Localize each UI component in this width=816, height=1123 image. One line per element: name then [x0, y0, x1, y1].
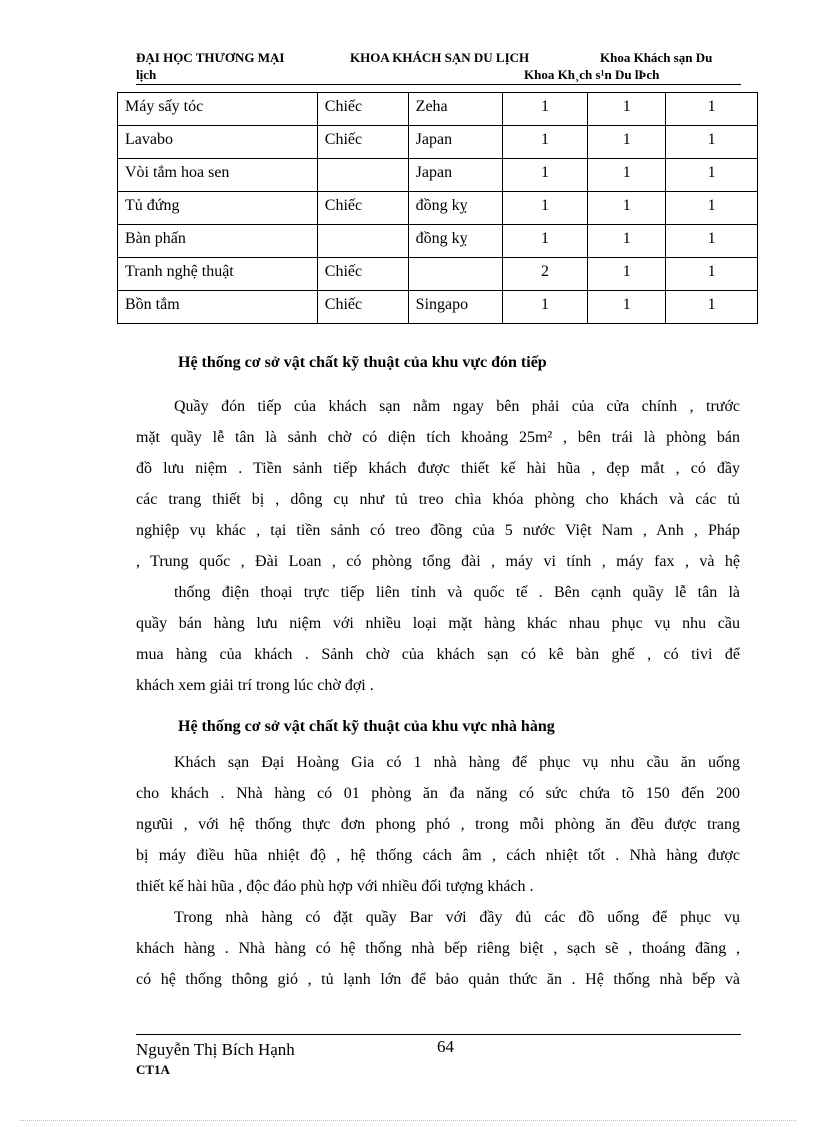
header-faculty-right: Khoa Khách sạn Du [600, 50, 713, 65]
paragraph-line: mặt quầy lễ tân là sảnh chờ có diện tích khoảng 25m² , bên trái là phòng bán [136, 429, 740, 446]
table-row [118, 159, 758, 192]
paragraph-line: quầy bán hàng lưu niệm với nhiều loại mặt hàng khác nhau phục vụ nhu cầu [136, 615, 740, 632]
paragraph-line: cho khách . Nhà hàng có 01 phòng ăn đa năng có sức chứa tõ 150 đến 200 [136, 785, 740, 802]
table-cell: Chiếc [317, 258, 408, 291]
table-row [118, 291, 758, 324]
table-cell: Máy sấy tóc [118, 93, 318, 126]
paragraph-line: các trang thiết bị , dông cụ như tủ treo chìa khóa phòng cho khách và các tủ [136, 491, 740, 508]
paragraph-line: khách hàng . Nhà hàng có hệ thống nhà bếp riêng biệt , sạch sẽ , thoáng đãng , [136, 940, 740, 957]
table-cell [317, 159, 408, 192]
table-cell [408, 258, 502, 291]
table-cell: Lavabo [118, 126, 318, 159]
paragraph-line: Khách sạn Đại Hoàng Gia có 1 nhà hàng để phục vụ nhu cầu ăn uống [174, 754, 740, 771]
table-cell: 1 [666, 291, 758, 324]
table-cell: Chiếc [317, 192, 408, 225]
footer-divider [136, 1034, 741, 1035]
paragraph-line: có hệ thống thông gió , tủ lạnh lớn để bảo quản thức ăn . Hệ thống nhà bếp và [136, 971, 740, 988]
table-row [118, 225, 758, 258]
paragraph-line: Trong nhà hàng có đặt quầy Bar với đầy đủ các đồ uống để phục vụ [174, 909, 740, 926]
table-cell: 1 [588, 192, 666, 225]
table-cell: Zeha [408, 93, 502, 126]
equipment-table [117, 92, 758, 324]
header-divider [136, 84, 741, 85]
page-number: 64 [437, 1037, 454, 1056]
table-cell: Vòi tắm hoa sen [118, 159, 318, 192]
equipment-table-body [118, 93, 758, 324]
table-cell: 1 [502, 291, 588, 324]
header-line2-right: Khoa Kh¸ch s¹n Du lÞch [524, 67, 660, 82]
paragraph-line: thiết kế hài hũa , độc đáo phù hợp với nhiều đối tượng khách . [136, 878, 534, 895]
table-cell: 1 [666, 126, 758, 159]
table-cell: 1 [588, 225, 666, 258]
page-edge-dotted-line [20, 1120, 796, 1121]
header-faculty: KHOA KHÁCH SẠN DU LỊCH [350, 50, 530, 65]
header-university: ĐẠI HỌC THƯƠNG MẠI [136, 50, 285, 65]
table-cell: 1 [502, 192, 588, 225]
table-cell: Bàn phấn [118, 225, 318, 258]
table-cell: đồng kỵ [408, 225, 502, 258]
table-cell: 1 [588, 126, 666, 159]
table-cell: 1 [502, 225, 588, 258]
paragraph-line: khách xem giải trí trong lúc chờ đợi . [136, 677, 374, 694]
section-heading-reception: Hệ thống cơ sở vật chất kỹ thuật của khu vực đón tiếp [178, 354, 547, 371]
reception-paragraph [136, 391, 740, 701]
footer-author: Nguyễn Thị Bích Hạnh [136, 1040, 295, 1059]
table-cell: 1 [588, 159, 666, 192]
paragraph-line: thống điện thoại trực tiếp liên tỉnh và quốc tế . Bên cạnh quầy lễ tân là [174, 584, 740, 601]
table-row [118, 126, 758, 159]
table-cell: Singapo [408, 291, 502, 324]
header-line2-left: lịch [136, 67, 157, 82]
table-cell: 1 [502, 159, 588, 192]
section-heading-restaurant: Hệ thống cơ sở vật chất kỹ thuật của khu vực nhà hàng [178, 718, 555, 735]
footer-class: CT1A [136, 1062, 170, 1077]
table-cell: Japan [408, 126, 502, 159]
table-cell: 2 [502, 258, 588, 291]
table-cell: 1 [666, 93, 758, 126]
table-cell: 1 [666, 159, 758, 192]
paragraph-line: bị máy điều hũa nhiệt độ , hệ thống cách âm , cách nhiệt tốt . Nhà hàng được [136, 847, 740, 864]
paragraph-line: Quầy đón tiếp của khách sạn nằm ngay bên phải của cửa chính , trước [174, 398, 740, 415]
table-cell: 1 [666, 192, 758, 225]
paragraph-line: mua hàng của khách . Sảnh chờ của khách sạn có kê bàn ghế , có tivi để [136, 646, 740, 663]
table-cell: Chiếc [317, 291, 408, 324]
table-cell: đồng kỵ [408, 192, 502, 225]
table-cell: 1 [502, 126, 588, 159]
table-cell: 1 [588, 258, 666, 291]
table-cell: 1 [666, 225, 758, 258]
restaurant-paragraph [136, 747, 740, 995]
table-cell: 1 [502, 93, 588, 126]
paragraph-line: ngưũi , với hệ thống thực đơn phong phó , trong mỗi phòng ăn đều được trang [136, 816, 740, 833]
table-cell: 1 [588, 93, 666, 126]
table-cell [317, 225, 408, 258]
table-cell: Bồn tắm [118, 291, 318, 324]
table-row [118, 93, 758, 126]
table-cell: Chiếc [317, 93, 408, 126]
table-cell: 1 [666, 258, 758, 291]
paragraph-line: nghiệp vụ khác , tại tiền sảnh có treo đồng của 5 nước Việt Nam , Anh , Pháp [136, 522, 740, 539]
table-cell: Tranh nghệ thuật [118, 258, 318, 291]
paragraph-line: đồ lưu niệm . Tiền sảnh tiếp khách được thiết kế hài hũa , đẹp mắt , có đầy [136, 460, 740, 477]
table-cell: Japan [408, 159, 502, 192]
paragraph-line: , Trung quốc , Đài Loan , có phòng tổng đài , máy vi tính , máy fax , và hệ [136, 553, 740, 570]
table-cell: Tủ đứng [118, 192, 318, 225]
table-cell: 1 [588, 291, 666, 324]
table-row [118, 192, 758, 225]
table-cell: Chiếc [317, 126, 408, 159]
table-row [118, 258, 758, 291]
